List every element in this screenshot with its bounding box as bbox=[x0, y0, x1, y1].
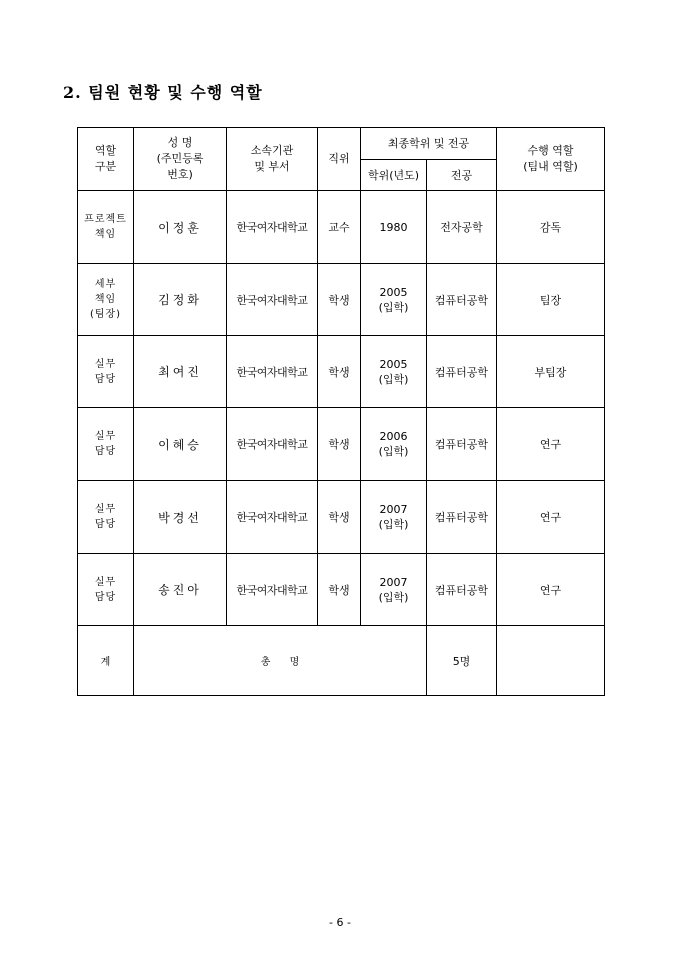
member-name: 김정화 bbox=[134, 264, 227, 336]
member-degree bbox=[361, 554, 427, 626]
name-header-line2: (주민등록 bbox=[156, 152, 204, 165]
total-row bbox=[78, 626, 605, 696]
role-line: 실무 bbox=[94, 576, 117, 588]
degree-note: (입학) bbox=[378, 518, 409, 531]
member-degree bbox=[361, 481, 427, 554]
role-line: 프로젝트 bbox=[84, 214, 127, 225]
name-header-line1: 성 명 bbox=[167, 136, 193, 149]
table-row bbox=[78, 264, 605, 336]
name-header-line3: 번호) bbox=[167, 168, 193, 181]
member-major: 컴퓨터공학 bbox=[427, 336, 497, 408]
header-row bbox=[78, 128, 605, 160]
member-major: 컴퓨터공학 bbox=[427, 481, 497, 554]
member-org: 한국여자대학교 bbox=[227, 481, 318, 554]
major-header: 전공 bbox=[427, 160, 497, 191]
role-cell bbox=[78, 191, 134, 264]
degree-note: (입학) bbox=[378, 445, 409, 458]
task-header bbox=[497, 128, 605, 191]
member-task: 팀장 bbox=[497, 264, 605, 336]
member-name: 이혜승 bbox=[134, 408, 227, 481]
role-header-line1: 역할 bbox=[94, 144, 117, 157]
role-line: 실무 bbox=[94, 504, 117, 515]
role-header-line2: 구분 bbox=[94, 160, 117, 173]
table-row bbox=[78, 336, 605, 408]
member-degree bbox=[361, 264, 427, 336]
page-number: - 6 - bbox=[329, 916, 351, 929]
member-position: 학생 bbox=[318, 408, 361, 481]
role-cell bbox=[78, 336, 134, 408]
table-row bbox=[78, 481, 605, 554]
member-major: 컴퓨터공학 bbox=[427, 554, 497, 626]
role-cell bbox=[78, 408, 134, 481]
degree-note: (입학) bbox=[378, 590, 409, 604]
role-line: 담당 bbox=[94, 591, 117, 603]
member-task: 부팀장 bbox=[497, 336, 605, 408]
role-line: 담당 bbox=[94, 519, 117, 530]
total-count: 5명 bbox=[427, 626, 497, 696]
role-line: 책임 bbox=[94, 229, 117, 240]
org-header-line1: 소속기관 bbox=[250, 144, 294, 157]
degree-year: 2006 bbox=[379, 430, 408, 443]
degree-note: (입학) bbox=[378, 300, 409, 314]
member-position: 학생 bbox=[318, 554, 361, 626]
team-member-table bbox=[77, 127, 605, 696]
member-major: 컴퓨터공학 bbox=[427, 408, 497, 481]
member-name: 송진아 bbox=[134, 554, 227, 626]
member-degree bbox=[361, 336, 427, 408]
member-position: 학생 bbox=[318, 264, 361, 336]
name-header bbox=[134, 128, 227, 191]
degree-year: 1980 bbox=[379, 220, 408, 234]
member-major: 컴퓨터공학 bbox=[427, 264, 497, 336]
role-line: 담당 bbox=[94, 446, 117, 457]
section-heading: 2. 팀원 현황 및 수행 역할 bbox=[63, 83, 263, 102]
total-label: 계 bbox=[78, 626, 134, 696]
degree-note: (입학) bbox=[378, 372, 409, 386]
degree-group-header: 최종학위 및 전공 bbox=[361, 128, 497, 160]
member-degree bbox=[361, 408, 427, 481]
degree-year: 2007 bbox=[379, 575, 408, 589]
member-position: 학생 bbox=[318, 336, 361, 408]
member-name: 최여진 bbox=[134, 336, 227, 408]
member-task: 연구 bbox=[497, 554, 605, 626]
degree-year: 2007 bbox=[379, 503, 408, 516]
member-task: 감독 bbox=[497, 191, 605, 264]
role-line: (팀장) bbox=[89, 309, 122, 320]
member-name: 박경선 bbox=[134, 481, 227, 554]
member-org: 한국여자대학교 bbox=[227, 408, 318, 481]
role-cell bbox=[78, 264, 134, 336]
member-degree bbox=[361, 191, 427, 264]
member-name: 이정훈 bbox=[134, 191, 227, 264]
member-position: 학생 bbox=[318, 481, 361, 554]
member-org: 한국여자대학교 bbox=[227, 191, 318, 264]
role-header bbox=[78, 128, 134, 191]
task-header-line2: (팀내 역할) bbox=[523, 160, 578, 173]
role-line: 책임 bbox=[94, 294, 117, 305]
total-text: 총 명 bbox=[134, 626, 427, 696]
org-header bbox=[227, 128, 318, 191]
org-header-line2: 및 부서 bbox=[254, 160, 290, 173]
member-org: 한국여자대학교 bbox=[227, 554, 318, 626]
task-header-line1: 수행 역할 bbox=[527, 144, 574, 157]
role-line: 세부 bbox=[94, 279, 117, 290]
member-major: 전자공학 bbox=[427, 191, 497, 264]
member-position: 교수 bbox=[318, 191, 361, 264]
role-line: 실무 bbox=[94, 431, 117, 442]
degree-header: 학위(년도) bbox=[361, 160, 427, 191]
role-cell bbox=[78, 481, 134, 554]
role-cell bbox=[78, 554, 134, 626]
role-line: 담당 bbox=[94, 373, 117, 385]
member-org: 한국여자대학교 bbox=[227, 336, 318, 408]
table-row bbox=[78, 554, 605, 626]
role-line: 실무 bbox=[94, 358, 117, 370]
member-task: 연구 bbox=[497, 481, 605, 554]
total-empty-cell bbox=[497, 626, 605, 696]
degree-year: 2005 bbox=[379, 285, 408, 299]
table-row bbox=[78, 191, 605, 264]
member-org: 한국여자대학교 bbox=[227, 264, 318, 336]
table-row bbox=[78, 408, 605, 481]
position-header: 직위 bbox=[318, 128, 361, 191]
degree-year: 2005 bbox=[379, 357, 408, 371]
member-task: 연구 bbox=[497, 408, 605, 481]
